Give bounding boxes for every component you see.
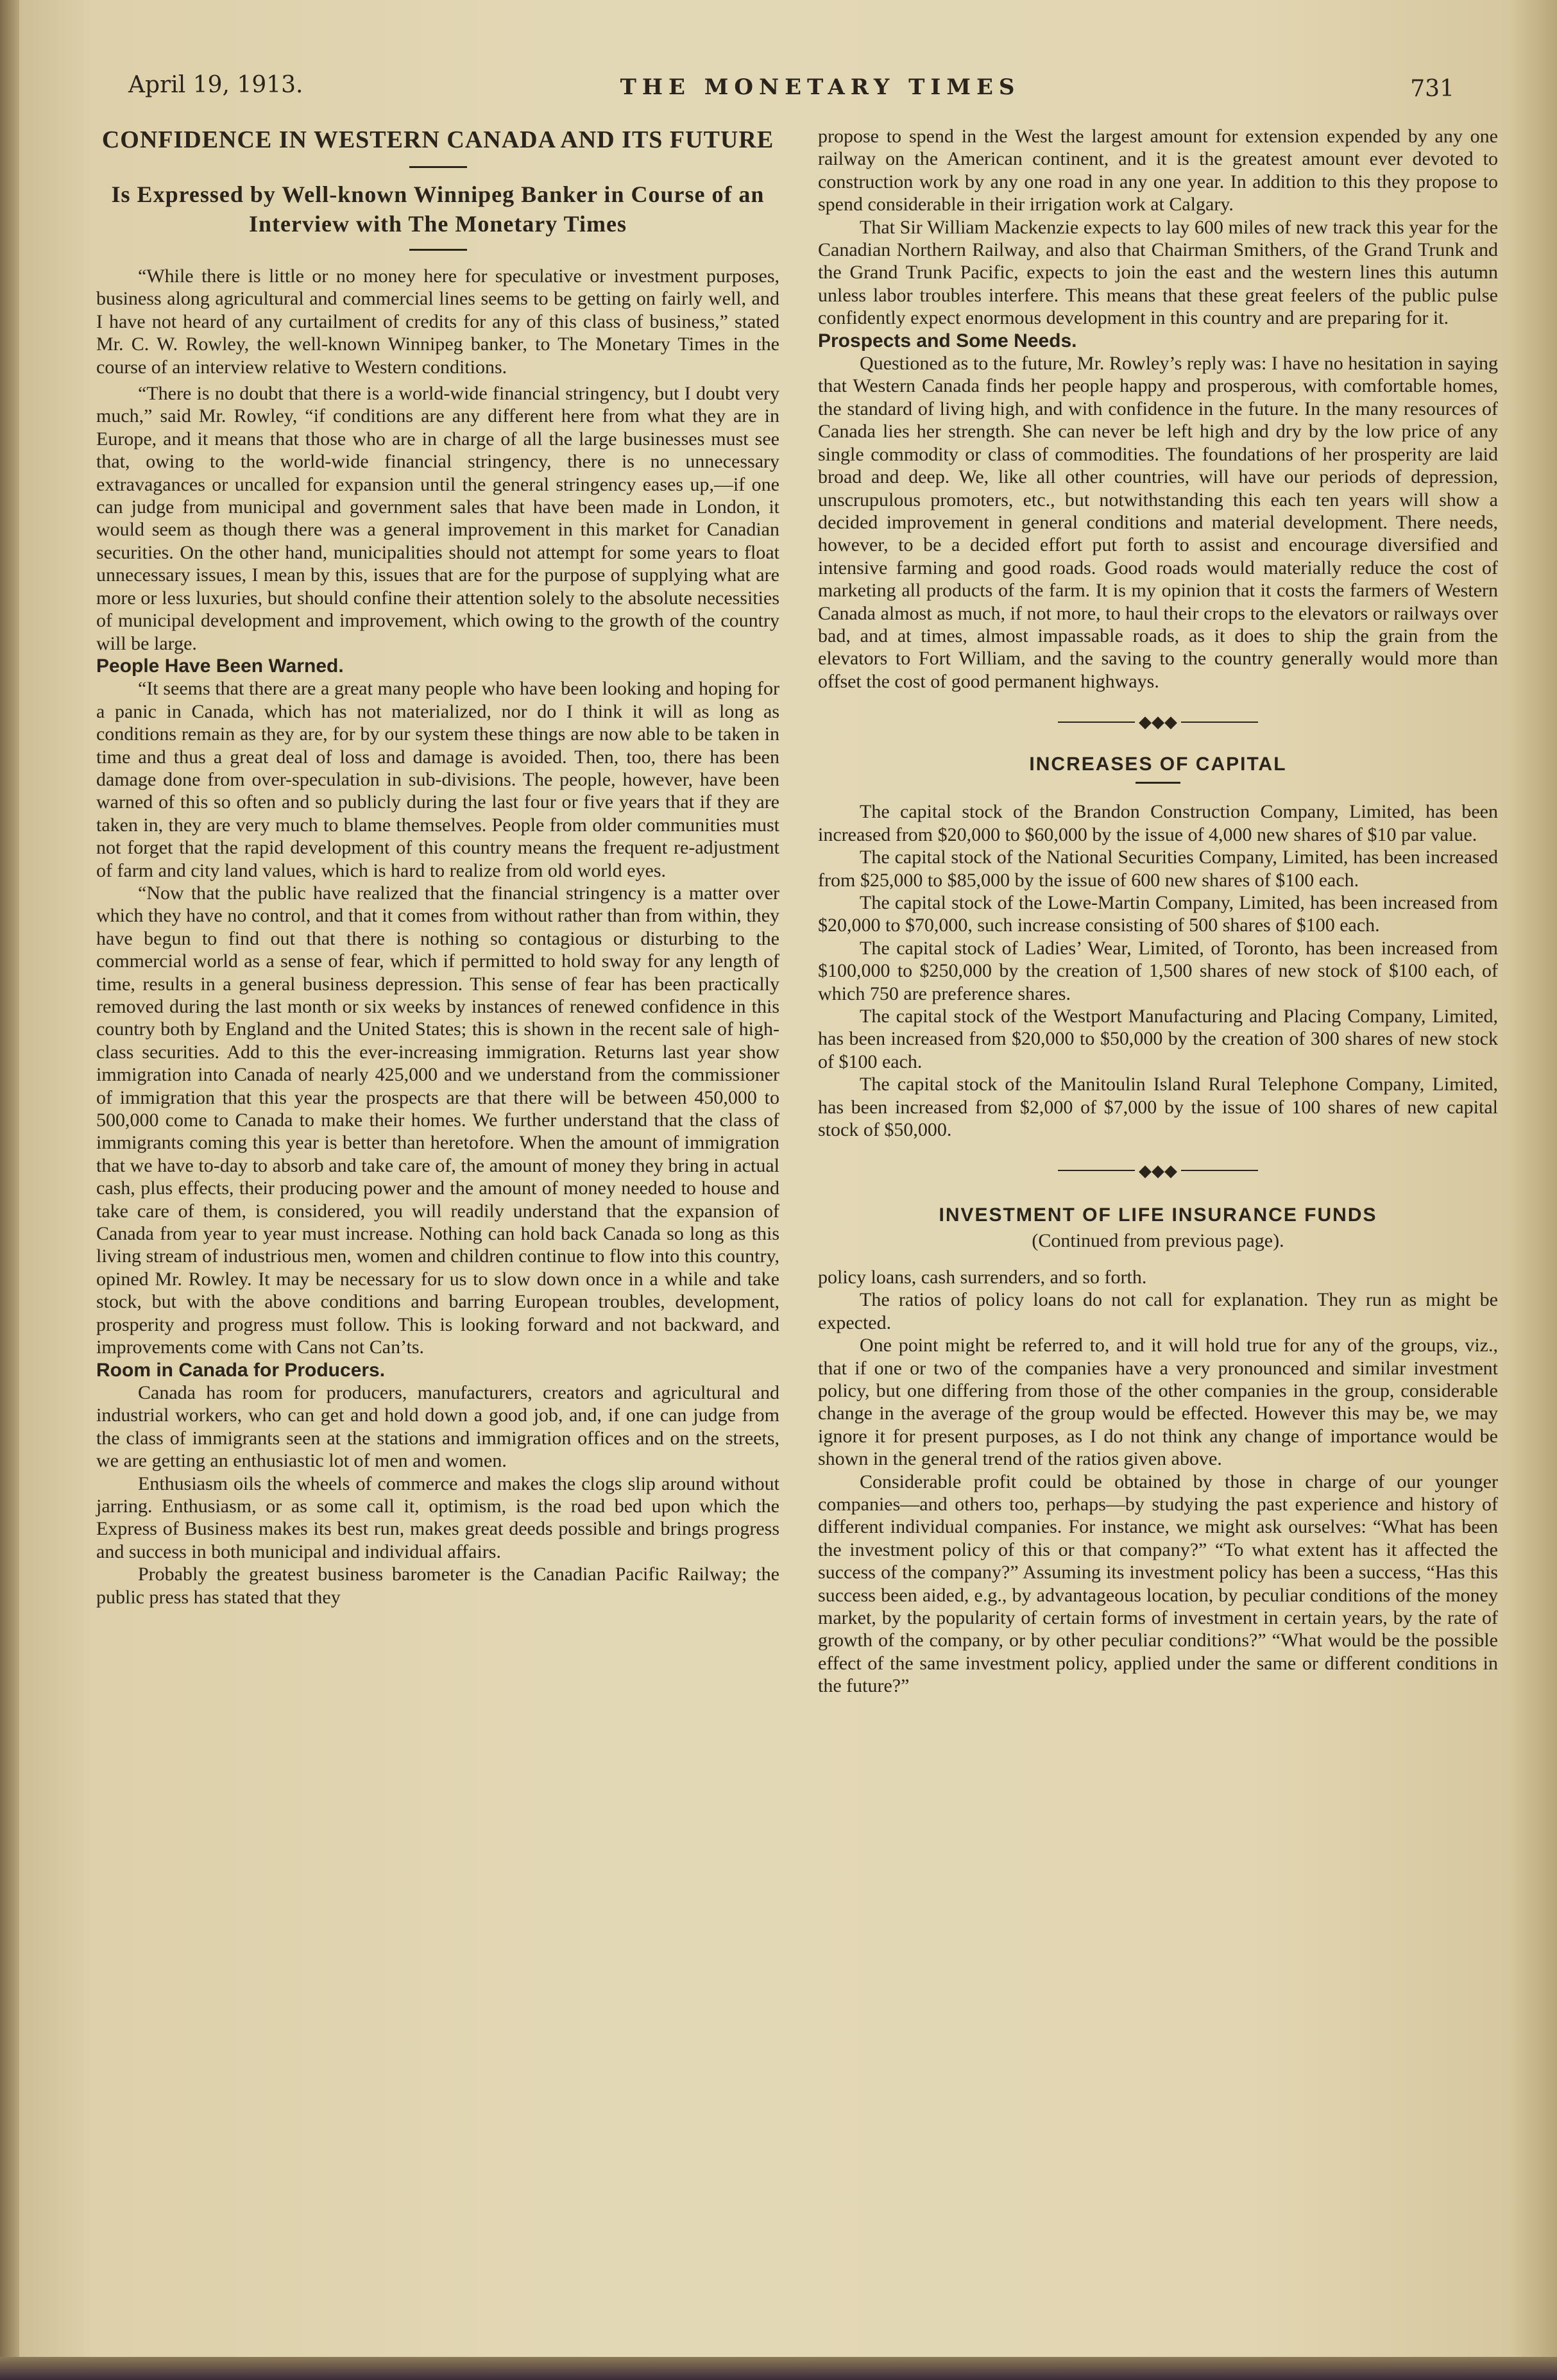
paragraph: propose to spend in the West the largest amount for extension expended by any one railway on the American continent, and it is the greatest amount ever devoted to construction work by any one road in any one year. In addition to this they propose to spend considerable in their irrigation work at Calgary. [818, 126, 1498, 215]
title-rule [409, 166, 467, 168]
paragraph: Considerable profit could be obtained by those in charge of our younger companies—and others too, perhaps—by studying the past experience and history of different individual companies. For instance, we might ask ourselves: “What has been the investment policy of this or that company?” “To what extent has it affected the success of the company?” Assuming its investment policy has been a success, “Has this success been aided, e.g., by advantageous location, by peculiar conditions of the money market, by the popularity of certain forms of investment in certain years, by the rate of growth of the company, or by other peculiar conditions?” “What would be the possible effect of the same investment policy, applied under the same or different conditions in the future?” [818, 1471, 1498, 1697]
page-number: 731 [1410, 76, 1454, 102]
paragraph: One point might be referred to, and it will hold true for any of the groups, viz., that if one or two of the companies have a very pronounced and similar investment policy, but one differing from those of the other companies in the group, considerable change in the average of the group would be effected. However this may be, we may ignore it for present purposes, as I do not think any change of importance would be shown in the general trend of the ratios given above. [818, 1335, 1498, 1470]
paragraph: The ratios of policy loans do not call for explanation. They run as might be expected. [818, 1289, 1498, 1333]
section-heading: People Have Been Warned. [96, 655, 344, 677]
page-header [128, 72, 1512, 110]
issue-date: April 19, 1913. [128, 72, 303, 98]
paragraph: The capital stock of the Brandon Construction Company, Limited, has been increased from $20,000 to $60,000 by the issue of 4,000 new shares of $10 par value. [818, 801, 1498, 845]
paragraph: Enthusiasm oils the wheels of commerce and makes the clogs slip around without jarring. Enthusiasm, or as some call it, optimism, is the road bed upon which the Express of Business makes its best run, makes great deeds possible and brings progress and success in both municipal and individual affairs. [96, 1473, 779, 1562]
title-rule [1136, 782, 1180, 784]
paragraph: The capital stock of the National Securities Company, Limited, has been increased from $25,000 to $85,000 by the issue of 600 new shares of $100 each. [818, 847, 1498, 891]
paragraph: That Sir William Mackenzie expects to lay 600 miles of new track this year for the Canadian Northern Railway, and also that Chairman Smithers, of the Grand Trunk and the Grand Trunk Pacific, expects to join the east and the western lines this autumn unless labor troubles interfere. This means that these great feelers of the public pulse confidently expect enormous development in this country and are preparing for it. [818, 216, 1498, 329]
paragraph: “Now that the public have realized that the financial stringency is a matter over which they have no control, and that it comes from without rather than from within, they have begun to find out that there is nothing so contagious or disturbing to the commercial world as a sense of fear, which if permitted to hold sway for any length of time, results in a general business depression. This sense of fear has been practically removed during the last month or six weeks by instances of renewed confidence in this country both by England and the United States; this is shown in the recent sale of high-class securities. Add to this the ever-increasing immigration. Returns last year show immigration into Canada of nearly 425,000 and we understand from the commissioner of immigration that this year the prospects are that there will be between 450,000 to 500,000 come to Canada to make their homes. We further understand that the class of immigrants coming this year is better than heretofore. When the amount of immigration that we have to-day to absorb and take care of, the amount of money they bring in actual cash, plus effects, their producing power and the amount of money needed to house and take care of them, is considered, you will readily understand that the expansion of Canada from year to year must increase. Nothing can hold back Canada so long as this living stream of industrious men, women and children continue to flow into this country, opined Mr. Rowley. It may be necessary for us to slow down once in a while and take stock, but with the above conditions and barring European troubles, development, prosperity and progress must follow. This is looking forward and not backward, and improvements come with Cans not Can’ts. [96, 882, 779, 1358]
article-title: INCREASES OF CAPITAL [1029, 753, 1287, 775]
masthead: THE MONETARY TIMES [620, 74, 1021, 100]
diamond-ornament-icon: ◆◆◆ [1139, 1161, 1177, 1180]
paragraph: “While there is little or no money here for speculative or investment purposes, business along agricultural and commercial lines seems to be getting on fairly well, and I have not heard of any curtailment of credits for any of this class of business,” stated Mr. C. W. Rowley, the well-known Winnipeg banker, to The Monetary Times in the course of an interview relative to Western conditions. [96, 266, 779, 378]
article-title: INVESTMENT OF LIFE INSURANCE FUNDS [939, 1204, 1377, 1226]
left-column [96, 125, 779, 1608]
paragraph: “There is no doubt that there is a world-wide financial stringency, but I doubt very much,” said Mr. Rowley, “if conditions are any different here from what they are in Europe, and it means that those who are in charge of all the large businesses must see that, owing to the world-wide financial stringency, there is no unnecessary extravagances or uncalled for expansion until the general stringency eases up,—if one can judge from municipal and government sales that have been made in London, it would seem as though there was a general improvement in this market for Canadian securities. On the other hand, municipalities should not attempt for some years to float unnecessary issues, I mean by this, issues that are for the purpose of supplying what are more or less luxuries, but should confine their attention solely to the absolute necessities of municipal development and improvement, which owing to the growth of the country will be large. [96, 383, 779, 654]
paragraph: Probably the greatest business barometer is the Canadian Pacific Railway; the public press has stated that they [96, 1564, 779, 1608]
right-column [818, 125, 1498, 1698]
article-title: CONFIDENCE IN WESTERN CANADA AND ITS FUTURE [101, 126, 774, 153]
subtitle-rule [409, 249, 467, 251]
section-divider [818, 709, 1498, 734]
continued-note: (Continued from previous page). [1032, 1229, 1284, 1251]
section-heading: Prospects and Some Needs. [818, 330, 1077, 351]
section-heading: Room in Canada for Producers. [96, 1359, 386, 1381]
diamond-ornament-icon: ◆◆◆ [1139, 713, 1177, 732]
section-divider [818, 1158, 1498, 1182]
paragraph: The capital stock of the Lowe-Martin Company, Limited, has been increased from $20,000 to $70,000, such increase consisting of 500 shares of $100 each. [818, 891, 1498, 936]
paragraph: Canada has room for producers, manufacturers, creators and agricultural and industrial workers, who can get and hold down a good job, and, if one can judge from the class of immigrants seen at the stations and immigration offices and on the streets, we are getting an enthusiastic lot of men and women. [96, 1381, 779, 1472]
paragraph: The capital stock of Ladies’ Wear, Limited, of Toronto, has been increased from $100,000 to $250,000 by the creation of 1,500 shares of new stock of $100 each, of which 750 are preference shares. [818, 937, 1498, 1004]
paragraph: “It seems that there are a great many people who have been looking and hoping for a panic in Canada, which has not materialized, nor do I think it will as long as conditions remain as they are, for by our system these things are now able to be taken in time and thus a great deal of loss and damage is avoided. Then, too, there has been damage done from over-speculation in sub-divisions. The people, however, have been warned of this so often and so publicly during the last four or five years that if they are taken in, they are very much to blame themselves. People from older communities must not forget that the rapid development of this country means the frequent re-adjustment of farm and city land values, which is hard to realize from old world eyes. [96, 678, 779, 881]
paragraph: The capital stock of the Manitoulin Island Rural Telephone Company, Limited, has been increased from $2,000 of $7,000 by the issue of 100 shares of new capital stock of $50,000. [818, 1074, 1498, 1140]
paragraph: Questioned as to the future, Mr. Rowley’s reply was: I have no hesitation in saying that Western Canada finds her people happy and prosperous, with comfortable homes, the standard of living high, and with confidence in the future. In the many resources of Canada lies her strength. She can never be left high and dry by the low price of any single commodity or class of commodities. The foundations of her prosperity are laid broad and deep. We, like all other countries, will have our periods of depression, unscrupulous promoters, etc., but notwithstanding this each ten years will show a decided improvement in general conditions and material development. There needs, however, to be a decided effort put forth to assist and encourage diversified and intensive farming and good roads. Good roads would materially reduce the cost of marketing all products of the farm. It is my opinion that it costs the farmers of Western Canada almost as much, if not more, to haul their crops to the elevators or railways over bad, and at times, almost impassable roads, as it does to ship the grain from the elevators to Fort William, and the saving to the country generally would more than offset the cost of good permanent highways. [818, 353, 1498, 692]
article-subtitle: Is Expressed by Well-known Winnipeg Banker in Course of an Interview with The Monetary Times [111, 181, 765, 237]
paragraph: The capital stock of the Westport Manufacturing and Placing Company, Limited, has been increased from $20,000 to $50,000 by the creation of 300 shares of new stock of $100 each. [818, 1005, 1498, 1072]
paragraph: policy loans, cash surrenders, and so forth. [818, 1266, 1147, 1288]
